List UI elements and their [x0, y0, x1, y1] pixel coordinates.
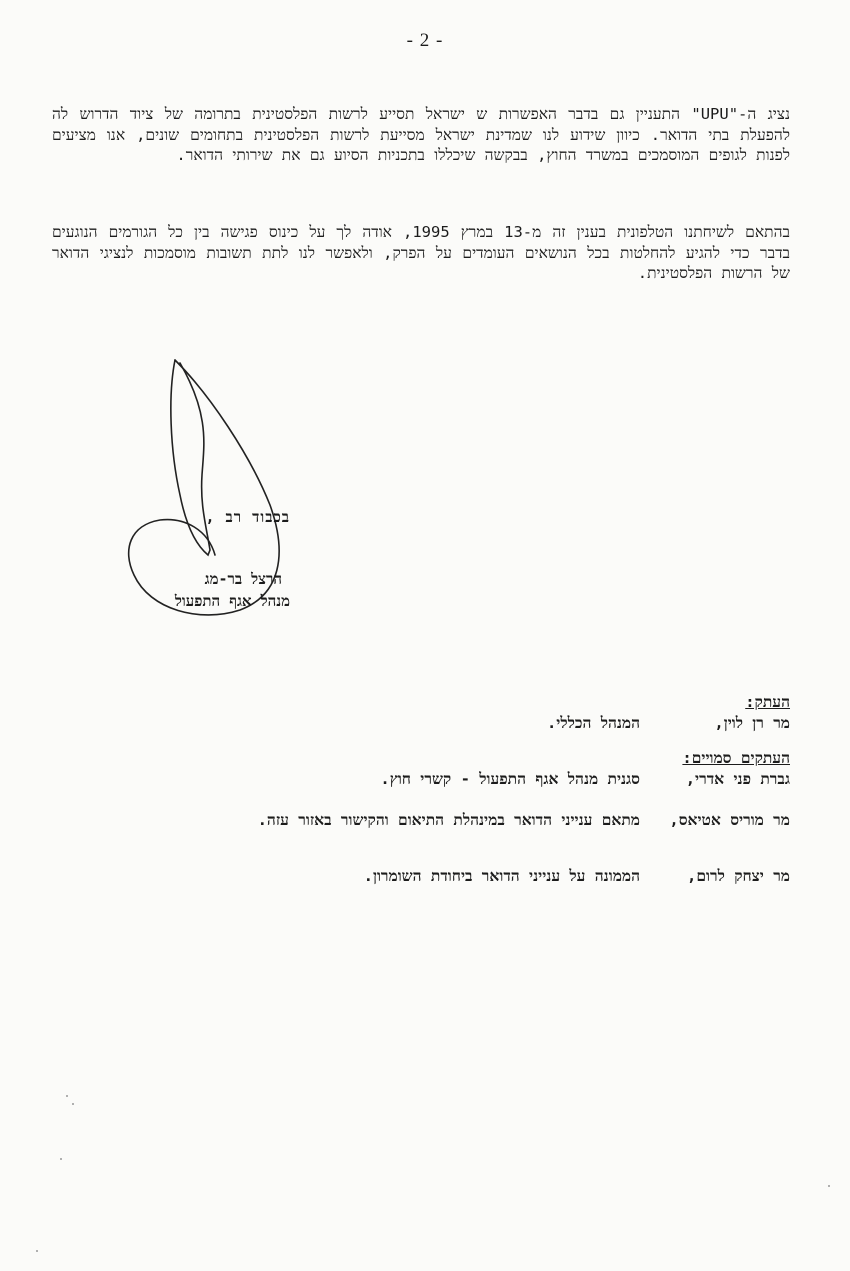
recipient-role: מתאם ענייני הדואר במינהלת התיאום והקישור באזור עזה. [257, 811, 640, 829]
hidden-copy-row [52, 769, 790, 790]
closing-block [100, 506, 290, 612]
copy-section [52, 692, 790, 734]
scan-speck [828, 1185, 830, 1187]
recipient-role: סגנית מנהל אגף התפעול - קשרי חוץ. [380, 770, 640, 788]
copy-heading: העתק: [745, 693, 790, 711]
hidden-copies-section [52, 748, 790, 790]
scan-speck [72, 1103, 74, 1105]
closing-greeting: בכבוד רב , [205, 508, 290, 526]
signer-name: הרצל בר-מג [204, 570, 282, 588]
hidden-copy-entry [52, 866, 790, 887]
recipient-name: גברת פני אדרי, [685, 770, 790, 788]
recipient-name: מר יצחק לרום, [687, 867, 790, 885]
scan-speck [60, 1158, 62, 1160]
hidden-copies-heading: העתקים סמויים: [682, 749, 790, 767]
hidden-copy-entry [52, 810, 790, 831]
page-number: - 2 - [406, 30, 444, 51]
scan-speck [36, 1250, 38, 1252]
recipient-role: הממונה על ענייני הדואר ביחודת השומרון. [363, 867, 640, 885]
scan-speck [66, 1095, 68, 1097]
recipient-name: מר מוריס אטיאס, [669, 811, 790, 829]
copy-row [52, 713, 790, 734]
signer-title: מנהל אגף התפעול [174, 592, 290, 610]
recipient-role: המנהל הכללי. [546, 714, 640, 732]
hidden-copy-row [52, 866, 790, 887]
recipient-name: מר רן לוין, [714, 714, 790, 732]
hidden-copy-row [52, 810, 790, 831]
body-paragraph: בהתאם לשיחתנו הטלפונית בענין זה מ-13 במרץ 1995, אודה לך על כינוס פגישה בין כל הגורמים הנוגעים בדבר כדי להגיע להחלטות בכל הנושאים העומדים על הפרק, ולאפשר לנו לתת תשובות מוסמכות לנציגי הדואר של הרשות הפלסטינית. [52, 223, 790, 282]
body-paragraph: נציג ה-"UPU" התעניין גם בדבר האפשרות ש ישראל תסייע לרשות הפלסטינית בתרומה של ציוד הדרוש לה להפעלת בתי הדואר. כיוון שידוע לנו שמדינת ישראל מסייעת לרשות הפלסטינית בתחומים שונים, אנו מציעים לפנות לגופים המוסמכים במשרד החוץ, בבקשה שיכללו בתכניות הסיוע גם את שירותי הדואר. [52, 105, 790, 164]
